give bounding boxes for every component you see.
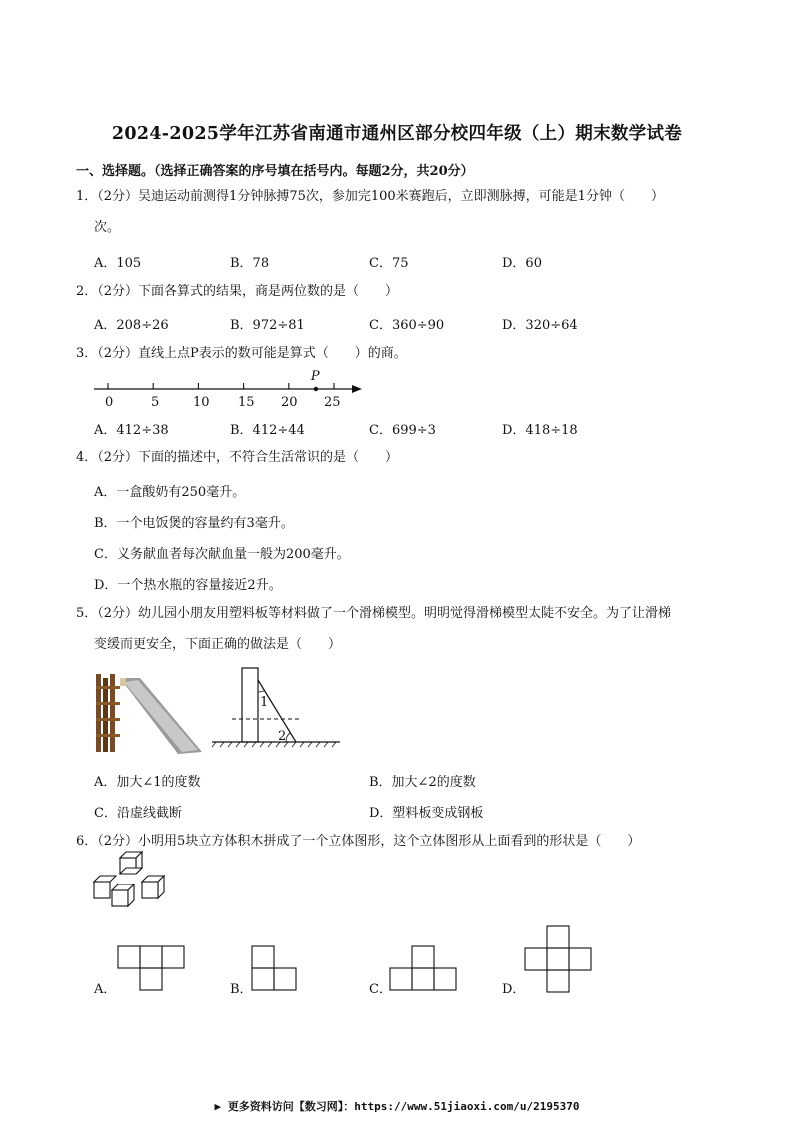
question-5-stem-cont: 变缓而更安全，下面正确的做法是（ ） — [94, 637, 342, 652]
question-2-stem: 2．（2分）下面各算式的结果，商是两位数的是（ ） — [76, 284, 399, 299]
q2-option-a[interactable]: A．208÷26 — [94, 318, 169, 333]
q5-option-c[interactable]: C．沿虚线截断 — [94, 806, 182, 821]
number-line-point-label: P — [310, 369, 320, 384]
q3-option-d[interactable]: D．418÷18 — [502, 423, 578, 438]
q1-option-b[interactable]: B．78 — [230, 256, 270, 271]
q6-option-b[interactable]: B． — [230, 982, 253, 997]
section-heading: 一、选择题。（选择正确答案的序号填在括号内。每题2分，共20分） — [76, 164, 474, 179]
q6-option-a-figure — [118, 944, 188, 990]
page-title: 2024-2025学年江苏省南通市通州区部分校四年级（上）期末数学试卷 — [111, 124, 683, 144]
question-4-stem: 4．（2分）下面的描述中，不符合生活常识的是（ ） — [76, 450, 399, 465]
question-1-stem-cont: 次。 — [94, 220, 121, 235]
q2-option-c[interactable]: C．360÷90 — [369, 318, 445, 333]
number-line-tick-label: 25 — [324, 395, 341, 410]
footer-link[interactable]: ▶ 更多资料访问【数习网】：https://www.51jiaoxi.com/u/2195370 — [214, 1100, 580, 1113]
q4-option-b[interactable]: B．一个电饭煲的容量约有3毫升。 — [94, 516, 294, 531]
q1-option-a[interactable]: A．105 — [94, 256, 142, 271]
q3-option-c[interactable]: C．699÷3 — [369, 423, 436, 438]
q6-option-a[interactable]: A． — [94, 982, 117, 997]
q6-option-c[interactable]: C． — [369, 982, 392, 997]
q5-option-a[interactable]: A．加大∠1的度数 — [94, 775, 201, 790]
number-line-tick-label: 5 — [151, 395, 160, 410]
question-1-stem: 1．（2分）吴迪运动前测得1分钟脉搏75次，参加完100米赛跑后，立即测脉搏，可能是1分钟（ ） — [76, 189, 664, 204]
q2-option-b[interactable]: B．972÷81 — [230, 318, 305, 333]
q6-option-d[interactable]: D． — [502, 982, 526, 997]
q2-option-d[interactable]: D．320÷64 — [502, 318, 578, 333]
q4-option-c[interactable]: C．义务献血者每次献血量一般为200毫升。 — [94, 547, 350, 562]
angle-2-label: 2 — [278, 729, 287, 744]
question-6-stem: 6．（2分）小明用5块立方体积木拼成了一个立体图形，这个立体图形从上面看到的形状是（ ） — [76, 834, 641, 849]
number-line-tick-label: 10 — [193, 395, 210, 410]
q4-option-a[interactable]: A．一盒酸奶有250毫升。 — [94, 485, 246, 500]
cube-figure — [92, 856, 166, 914]
angle-1-label: 1 — [260, 695, 269, 710]
slide-photo — [90, 668, 202, 758]
q5-option-b[interactable]: B．加大∠2的度数 — [369, 775, 476, 790]
number-line-tick-label: 15 — [238, 395, 255, 410]
q5-option-d[interactable]: D．塑料板变成钢板 — [369, 806, 484, 821]
q1-option-d[interactable]: D．60 — [502, 256, 542, 271]
q4-option-d[interactable]: D．一个热水瓶的容量接近2升。 — [94, 578, 282, 593]
q1-option-c[interactable]: C．75 — [369, 256, 409, 271]
q3-option-a[interactable]: A．412÷38 — [94, 423, 169, 438]
number-line-tick-label: 20 — [281, 395, 298, 410]
q6-option-d-figure — [525, 924, 595, 992]
number-line-point-p — [314, 387, 318, 391]
q6-option-c-figure — [390, 944, 460, 990]
question-5-stem: 5．（2分）幼儿园小朋友用塑料板等材料做了一个滑梯模型。明明觉得滑梯模型太陡不安全。为了让滑梯 — [76, 606, 672, 621]
number-line-tick-label: 0 — [105, 395, 114, 410]
q6-option-b-figure — [250, 944, 298, 990]
q3-option-b[interactable]: B．412÷44 — [230, 423, 305, 438]
question-3-stem: 3．（2分）直线上点P表示的数可能是算式（ ）的商。 — [76, 346, 407, 361]
